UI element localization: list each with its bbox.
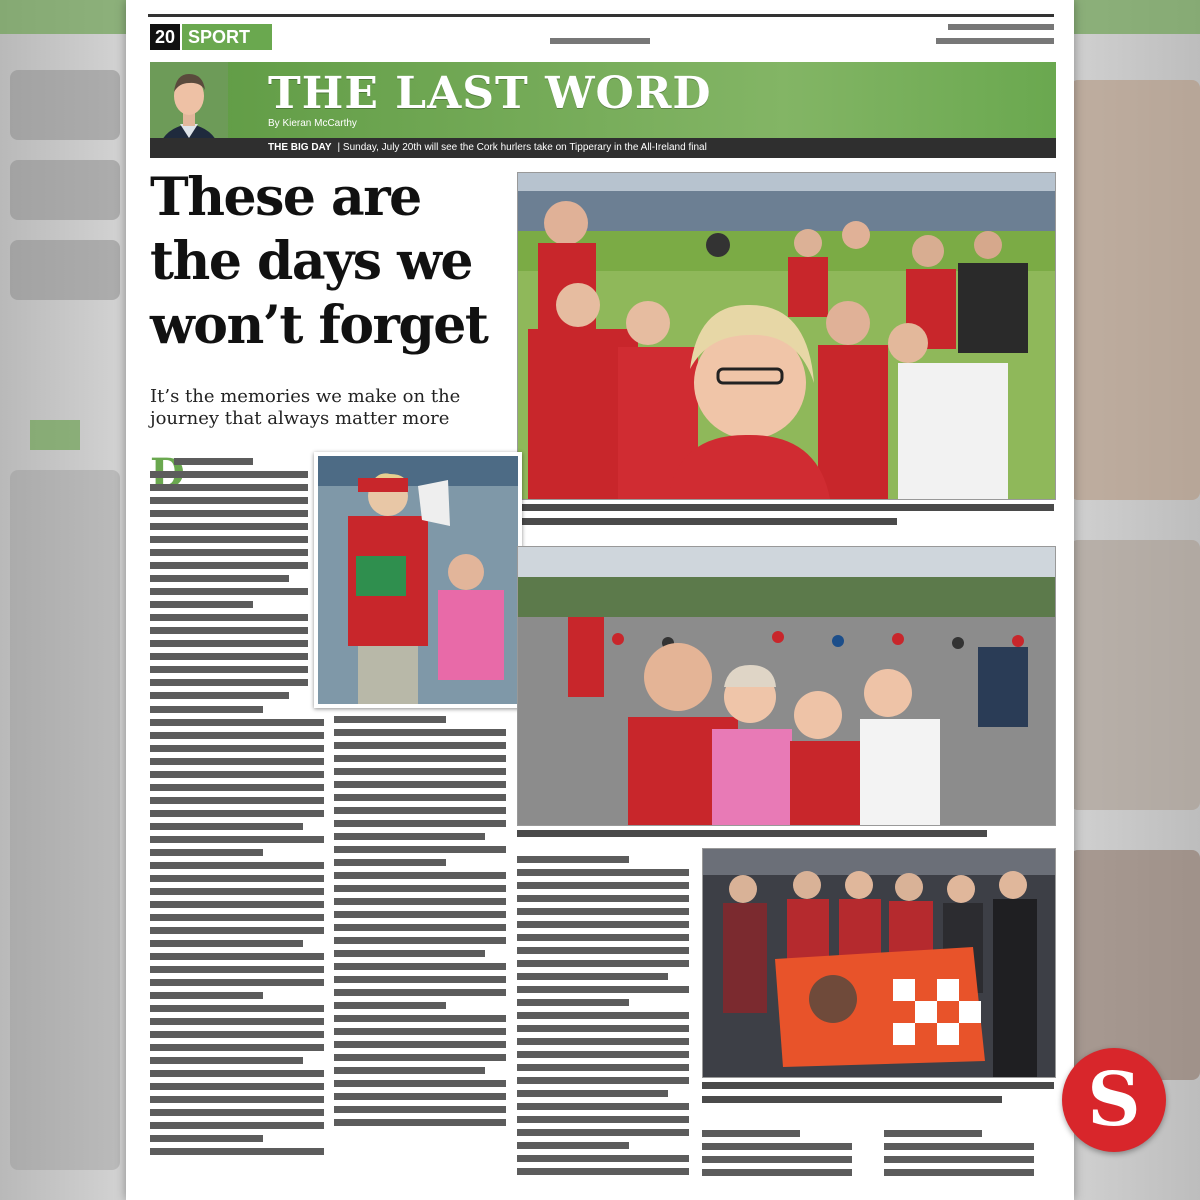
body-text-line: [150, 875, 324, 882]
body-text-line: [517, 1142, 629, 1149]
publication-logo: S: [1062, 1048, 1166, 1152]
body-text-line: [517, 882, 689, 889]
body-text-line: [517, 1116, 689, 1123]
tagline-label: THE BIG DAY: [268, 142, 332, 153]
header-text: [948, 24, 1054, 30]
body-text-line: [150, 588, 308, 595]
body-text-line: [150, 836, 324, 843]
body-text-line: [150, 1109, 324, 1116]
body-text-line: [150, 1005, 324, 1012]
body-text-line: [150, 784, 324, 791]
header-text: [550, 38, 650, 44]
body-text-line: [884, 1143, 1034, 1150]
body-text-line: [334, 1028, 506, 1035]
body-text-line: [334, 1080, 506, 1087]
body-text-line: [517, 986, 689, 993]
headline-line: These are: [150, 167, 421, 228]
body-text-line: [150, 706, 263, 713]
body-text-line: [517, 1012, 689, 1019]
body-text-line: [334, 989, 506, 996]
body-text-line: [150, 979, 324, 986]
body-text-line: [702, 1143, 852, 1150]
body-text-line: [334, 976, 506, 983]
body-text-line: [150, 666, 308, 673]
body-text-line: [150, 549, 308, 556]
body-text-line: [150, 758, 324, 765]
body-text-line: [334, 963, 506, 970]
body-text-line: [334, 924, 506, 931]
standfirst: It’s the memories we make on the journey that always matter more: [150, 386, 461, 429]
blur-text: [10, 70, 120, 140]
byline: By Kieran McCarthy: [268, 118, 357, 129]
body-text-line: [517, 856, 629, 863]
photo-caption: [702, 1096, 1002, 1103]
body-text-line: [150, 523, 308, 530]
body-text-line: [334, 1093, 506, 1100]
body-text-line: [150, 862, 324, 869]
body-text-line: [884, 1156, 1034, 1163]
page-number: 20: [150, 24, 180, 50]
body-text-line: [150, 471, 308, 478]
body-text-line: [334, 742, 506, 749]
body-text-line: [517, 999, 629, 1006]
body-text-line: [884, 1169, 1034, 1176]
body-text-line: [334, 846, 506, 853]
body-text-line: [517, 921, 689, 928]
blur-photo: [1070, 850, 1200, 1080]
newspaper-page: [126, 0, 1074, 1200]
body-text-line: [150, 927, 324, 934]
body-text-line: [150, 1031, 324, 1038]
tagline-bar: [150, 138, 1056, 158]
body-text-line: [517, 973, 668, 980]
body-text-line: [150, 484, 308, 491]
body-text-line: [150, 1135, 263, 1142]
section-label: SPORT: [182, 24, 272, 50]
column-title: THE LAST WORD: [268, 68, 712, 119]
body-text-line: [334, 1041, 506, 1048]
blur-green-block: [0, 0, 130, 34]
body-text-line: [150, 1057, 303, 1064]
background-left: [0, 0, 130, 1200]
body-text-line: [150, 992, 263, 999]
body-text-line: [150, 536, 308, 543]
body-text-line: [150, 614, 308, 621]
body-text-line: [517, 947, 689, 954]
body-text-line: [334, 1067, 485, 1074]
body-text-line: [150, 653, 308, 660]
body-text-line: [517, 908, 689, 915]
body-text-line: [334, 755, 506, 762]
body-text-line: [334, 1106, 506, 1113]
blur-text: [10, 470, 120, 1170]
body-text-line: [517, 960, 689, 967]
body-text-line: [517, 934, 689, 941]
photo-caption: [517, 830, 987, 837]
body-text-line: [334, 807, 506, 814]
body-text-line: [334, 1002, 446, 1009]
headline-line: won’t forget: [150, 295, 488, 356]
body-text-line: [334, 794, 506, 801]
body-text-line: [150, 1070, 324, 1077]
body-text-line: [334, 768, 506, 775]
body-text-line: [150, 771, 324, 778]
blur-green-block: [30, 420, 80, 450]
body-text-line: [150, 745, 324, 752]
top-rule: [148, 14, 1054, 17]
body-text-line: [334, 820, 506, 827]
body-text-line: [334, 716, 446, 723]
body-text-line: [517, 1064, 689, 1071]
body-text-line: [517, 1155, 689, 1162]
body-text-line: [150, 1083, 324, 1090]
body-text-line: [150, 679, 308, 686]
body-text-line: [334, 781, 506, 788]
body-text-line: [150, 888, 324, 895]
group-selfie-stadium-photo: [517, 172, 1056, 500]
header-text: [936, 38, 1054, 44]
blur-text: [10, 160, 120, 220]
body-text-line: [150, 940, 303, 947]
body-text-line: [150, 966, 324, 973]
body-text-line: [702, 1156, 852, 1163]
body-text-line: [334, 729, 506, 736]
photo-caption: [517, 504, 1054, 511]
body-text-line: [150, 575, 289, 582]
body-text-line: [150, 627, 308, 634]
blur-photo: [1070, 80, 1200, 500]
body-text-line: [702, 1169, 852, 1176]
photo-caption: [517, 518, 897, 525]
tagline-text: | Sunday, July 20th will see the Cork hurlers take on Tipperary in the All-Ireland final: [337, 142, 707, 153]
body-text-line: [150, 953, 324, 960]
body-text-line: [150, 497, 308, 504]
body-text-line: [150, 732, 324, 739]
body-text-line: [150, 810, 324, 817]
body-text-line: [517, 1090, 668, 1097]
body-text-line: [150, 1148, 324, 1155]
body-text-line: [150, 1096, 324, 1103]
body-text-line: [334, 872, 506, 879]
body-text-line: [150, 562, 308, 569]
body-text-line: [517, 1129, 689, 1136]
body-text-line: [334, 833, 485, 840]
body-text-line: [517, 869, 689, 876]
background-right: [1070, 0, 1200, 1200]
body-text-line: [334, 1054, 506, 1061]
body-text-line: [517, 895, 689, 902]
body-text-line: [334, 950, 485, 957]
body-text-line: [150, 823, 303, 830]
body-text-line: [517, 1077, 689, 1084]
body-text-line: [334, 859, 446, 866]
body-text-line: [150, 1044, 324, 1051]
group-selfie-street-photo: [517, 546, 1056, 826]
body-text-line: [884, 1130, 982, 1137]
blur-photo: [1070, 540, 1200, 810]
body-text-line: [334, 911, 506, 918]
headline-line: the days we: [150, 231, 473, 292]
body-text-line: [517, 1051, 689, 1058]
body-text-line: [334, 898, 506, 905]
body-text-line: [150, 601, 253, 608]
body-text-line: [150, 692, 289, 699]
body-text-line: [334, 1015, 506, 1022]
body-text-line: [517, 1103, 689, 1110]
body-text-line: [334, 885, 506, 892]
body-text-line: [702, 1130, 800, 1137]
body-text-line: [150, 640, 308, 647]
column-banner: [150, 62, 1056, 158]
body-text-line: [517, 1038, 689, 1045]
body-text-line: [150, 719, 324, 726]
body-text-line: [150, 1122, 324, 1129]
body-text-line: [150, 901, 324, 908]
blur-text: [10, 240, 120, 300]
body-text-line: [150, 1018, 324, 1025]
body-text-line: [334, 1119, 506, 1126]
body-text-line: [174, 458, 253, 465]
body-text-line: [150, 849, 263, 856]
body-text-line: [517, 1168, 689, 1175]
body-text-line: [150, 510, 308, 517]
body-text-line: [334, 937, 506, 944]
headline: [150, 166, 520, 358]
body-text-line: [517, 1025, 689, 1032]
child-fans-photo: [314, 452, 522, 708]
photo-caption: [702, 1082, 1054, 1089]
group-with-cork-flag-photo: [702, 848, 1056, 1078]
body-text-line: [150, 914, 324, 921]
blur-green-block: [1070, 0, 1200, 34]
body-text-line: [150, 797, 324, 804]
